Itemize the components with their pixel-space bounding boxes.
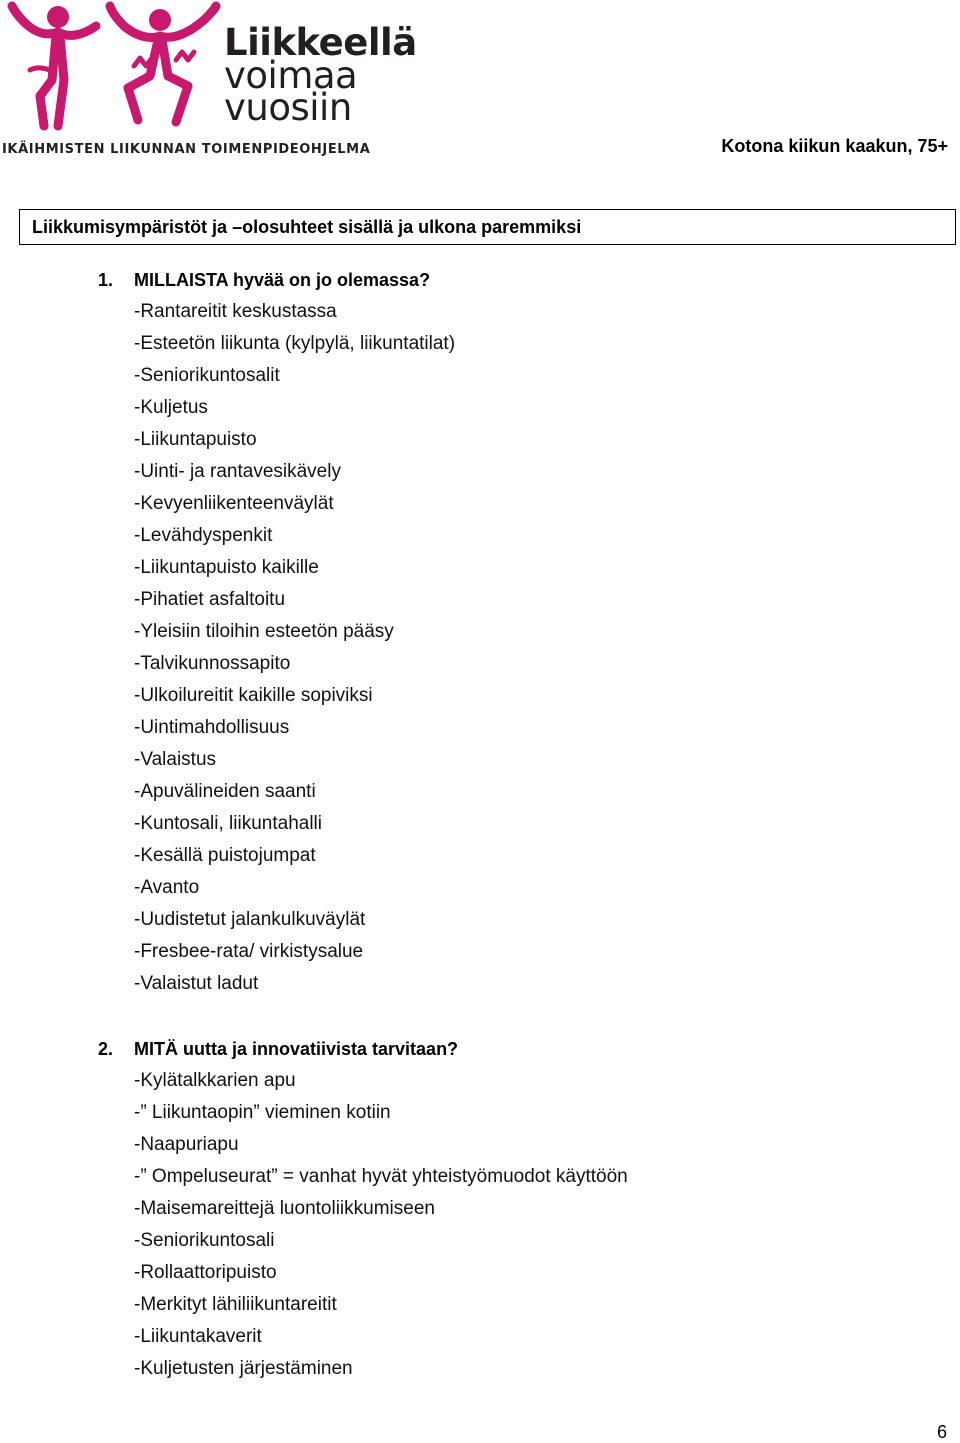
list-item: -Yleisiin tiloihin esteetön pääsy (134, 621, 394, 642)
list-item: -Maisemareittejä luontoliikkumiseen (134, 1198, 435, 1219)
list-item: -” Liikuntaopin” vieminen kotiin (134, 1102, 391, 1123)
logo-title-line3: vuosiin (224, 86, 352, 129)
list-item: -Kesällä puistojumpat (134, 845, 316, 866)
list-item: -Uintimahdollisuus (134, 717, 290, 738)
logo-title-line2: voimaa (224, 54, 358, 97)
document-header-title: Kotona kiikun kaakun, 75+ (721, 136, 948, 156)
list-item: -Liikuntapuisto (134, 429, 257, 450)
question-title: MITÄ uutta ja innovatiivista tarvitaan? (134, 1039, 459, 1059)
list-item: -Kevyenliikenteenväylät (134, 493, 334, 514)
list-item: -Esteetön liikunta (kylpylä, liikuntatilat) (134, 333, 456, 354)
list-item: -Uudistetut jalankulkuväylät (134, 909, 366, 930)
list-item: -Rantareitit keskustassa (134, 301, 337, 322)
section-title: Liikkumisympäristöt ja –olosuhteet sisällä ja ulkona paremmiksi (32, 217, 582, 237)
section-title-box (19, 209, 956, 245)
logo-title-line1: Liikkeellä (224, 21, 417, 64)
list-item: -Apuvälineiden saanti (134, 781, 316, 802)
two-waving-figures-icon (0, 0, 224, 140)
list-item: -Uinti- ja rantavesikävely (134, 461, 341, 482)
logo-tagline: IKÄIHMISTEN LIIKUNNAN TOIMENPIDEOHJELMA (2, 142, 371, 157)
list-item: -Fresbee-rata/ virkistysalue (134, 941, 364, 962)
list-item: -Seniorikuntosalit (134, 365, 280, 386)
list-item: -Kuntosali, liikuntahalli (134, 813, 322, 834)
program-logo (0, 0, 417, 162)
list-item: -Liikuntapuisto kaikille (134, 557, 319, 578)
list-item: -” Ompeluseurat” = vanhat hyvät yhteistyömuodot käyttöön (134, 1166, 628, 1187)
list-item: -Merkityt lähiliikuntareitit (134, 1294, 337, 1315)
question-title: MILLAISTA hyvää on jo olemassa? (134, 270, 431, 290)
list-item: -Kuljetusten järjestäminen (134, 1358, 353, 1379)
list-item: -Talvikunnossapito (134, 653, 291, 674)
list-item: -Levähdyspenkit (134, 525, 273, 546)
list-item: -Kylätalkkarien apu (134, 1070, 296, 1091)
list-item: -Ulkoilureitit kaikille sopiviksi (134, 685, 373, 706)
list-item: -Rollaattoripuisto (134, 1262, 277, 1283)
list-item: -Kuljetus (134, 397, 208, 418)
new-ideas-list (134, 1069, 628, 1389)
list-item: -Naapuriapu (134, 1134, 239, 1155)
list-item: -Avanto (134, 877, 200, 898)
list-item: -Valaistus (134, 749, 217, 770)
page-number: 6 (936, 1422, 947, 1442)
question-number: 1. (98, 270, 114, 290)
question-number: 2. (98, 1039, 114, 1059)
list-item: -Seniorikuntosali (134, 1230, 275, 1251)
list-item: -Liikuntakaverit (134, 1326, 262, 1347)
existing-good-list (134, 300, 455, 1004)
list-item: -Valaistut ladut (134, 973, 259, 994)
list-item: -Pihatiet asfaltoitu (134, 589, 286, 610)
